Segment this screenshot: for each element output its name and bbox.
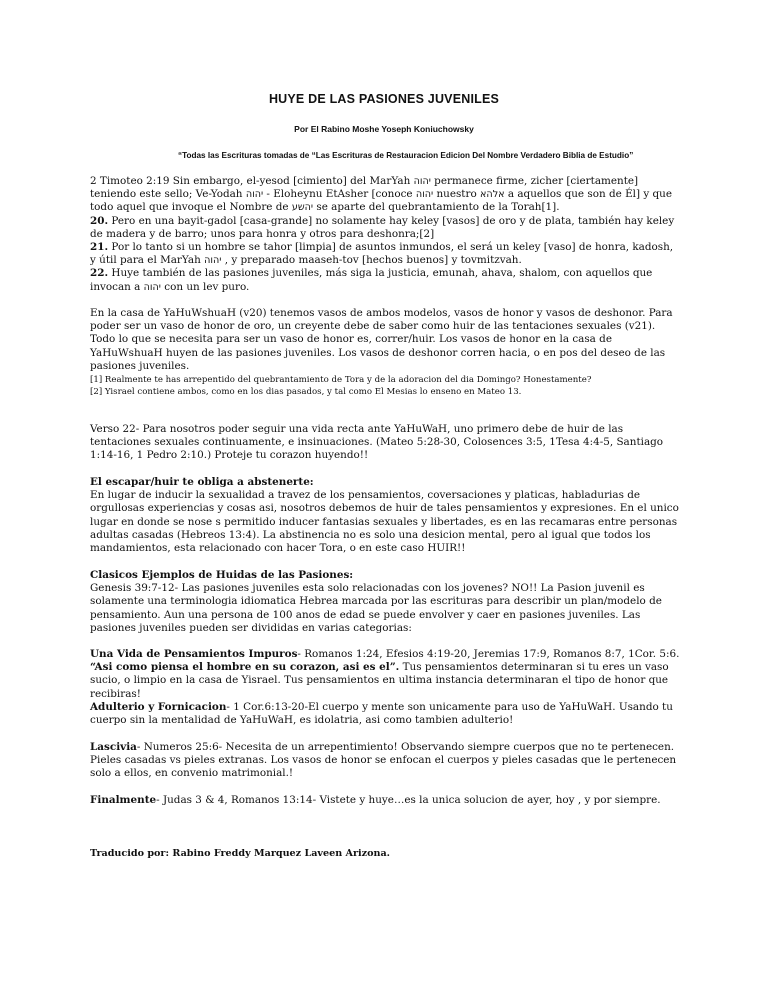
section-escapar xyxy=(90,476,680,555)
section-lascivia xyxy=(90,741,680,781)
section-heading: Una Vida de Pensamientos Impuros xyxy=(90,648,298,660)
section-heading: Lascivia xyxy=(90,741,137,753)
verse-number: 20. xyxy=(90,214,109,227)
verse-number: 21. xyxy=(90,241,109,254)
verse-number: 22. xyxy=(90,267,109,280)
intro-paragraph: En la casa de YaHuWshuaH (v20) tenemos vasos de ambos modelos, vasos de honor y vasos de deshonor. Para poder ser un vaso de honor de oro, un creyente debe de saber como huir de las tentaciones sexuales (v21). Todo lo que se necesita para ser un vaso de honor es, correr/huir. Los vasos de honor en la casa de YaHuWshuaH huyen de las pasiones juveniles. Los vasos de deshonor corren hacia, o en pos del deseo de las pasiones juveniles. xyxy=(90,307,673,372)
footnotes xyxy=(90,374,680,398)
scripture-passage xyxy=(90,175,680,294)
hebrew-name: יהוה xyxy=(245,189,264,201)
author-byline: Por El Rabino Moshe Yoseph Koniuchowsky xyxy=(294,124,474,134)
section-text: Genesis 39:7-12- Las pasiones juveniles esta solo relacionadas con los jovenes? NO!! La Pasion juvenil es solamente una terminologia idiomatica Hebrea marcada por las escrituras para describir un plan/modelo de pensamiento. Aun una persona de 100 anos de edad se puede envolver y caer en pasiones juveniles. Las pasiones juveniles pueden ser divididas en varias categorias: xyxy=(90,582,662,634)
section-references: - Romanos 1:24, Efesios 4:19-20, Jeremias 17:9, Romanos 8:7, 1Cor. 5:6. xyxy=(297,648,680,660)
section-quote: “Asi como piensa el hombre en su corazon, asi es el”. xyxy=(90,661,400,674)
hebrew-name: יהשע xyxy=(291,202,314,214)
verse-21: 21. Por lo tanto si un hombre se tahor [limpia] de asuntos inmundos, el será un keley [vaso] de honra, kadosh, y útil para el MarYah יהוה , y preparado maaseh-tov [hechos buenos] y tovmitzvah. xyxy=(90,241,674,267)
hebrew-name: יהוה xyxy=(143,281,161,293)
section-text: - Numeros 25:6- Necesita de un arrepentimiento! Observando siempre cuerpos que no te pertenecen. Pieles casadas vs pieles extranas. Los vasos de honor se enfocan el cuerpos y pieles casadas que le pertenecen solo a ellos, en convenio matrimonial.! xyxy=(90,741,677,780)
hebrew-name: יהוה xyxy=(204,255,222,267)
section-heading: Finalmente xyxy=(90,794,157,806)
section-pensamientos-impuros xyxy=(90,648,680,701)
hebrew-name: אלהא xyxy=(480,189,505,201)
hebrew-name: יהוה xyxy=(415,189,434,201)
section-heading: Adulterio y Fornicacion xyxy=(90,701,227,713)
footnote-1: [1] Realmente te has arrepentido del quebrantamiento de Tora y de la adoracion del dia Domingo? Honestamente? xyxy=(90,375,592,385)
section-heading: El escapar/huir te obliga a abstenerte: xyxy=(90,476,314,488)
verse-19: 2 Timoteo 2:19 Sin embargo, el-yesod [cimiento] del MarYah יהוה permanece firme, zicher [ciertamente] teniendo este sello; Ve-Yodah יהוה - Eloheynu EtAsher [conoce יהוה nuestro אלהא a aquellos que son de Él] y que todo aquel que invoque el Nombre de יהשע se aparte del quebrantamiento de la Torah[1]. xyxy=(90,175,672,214)
section-clasicos xyxy=(90,569,680,635)
section-heading: Clasicos Ejemplos de Huidas de las Pasiones: xyxy=(90,569,354,581)
verse-22-commentary: Verso 22- Para nosotros poder seguir una vida recta ante YaHuWaH, uno primero debe de huir de las tentaciones sexuales continuamente, e insinuaciones. (Mateo 5:28-30, Colosences 3:5, 1Tesa 4:4-5, Santiago 1:14-16, 1 Pedro 2:10.) Proteje tu corazon huyendo!! xyxy=(90,423,664,462)
document-title: HUYE DE LAS PASIONES JUVENILES xyxy=(268,92,500,106)
verse-20: 20. Pero en una bayit-gadol [casa-grande] no solamente hay keley [vasos] de oro y de plata, también hay keley de madera y de barro; unos para honra y otros para deshonra;[2] xyxy=(90,214,675,240)
verse-22: 22. Huye también de las pasiones juveniles, más siga la justicia, emunah, ahava, shalom, con aquellos que invocan a יהוה con un lev puro. xyxy=(90,267,653,293)
section-finalmente xyxy=(90,794,680,807)
scripture-source-note: “Todas las Escrituras tomadas de “Las Escrituras de Restauracion Edicion Del Nombre Verdadero Biblia de Estudio” xyxy=(178,151,634,160)
hebrew-name: יהוה xyxy=(413,176,431,187)
translator-credit: Traducido por: Rabino Freddy Marquez Laveen Arizona. xyxy=(90,848,391,859)
section-text: Tus pensamientos determinaran si tu eres un vaso sucio, o limpio en la casa de Yisrael. Tus pensamientos en ultima instancia determinaran el tipo de honor que recibiras! xyxy=(90,661,669,700)
section-text: En lugar de inducir la sexualidad a travez de los pensamientos, coversaciones y platicas, habladurias de orgullosas experiencias y cosas asi, nosotros debemos de huir de tales pensamientos y expresiones. En el unico lugar en donde se nose s permitido inducer fantasias sexuales y libertades, es en las recamaras entre personas adultas casadas (Hebreos 13:4). La abstinencia no es solo una desicion mental, pero al igual que todos los mandamientos, esta relacionado con hacer Tora, o en este caso HUIR!! xyxy=(90,489,679,555)
section-text: - 1 Cor.6:13-20-El cuerpo y mente son unicamente para uso de YaHuWaH. Usando tu cuerpo sin la mentalidad de YaHuWaH, es idolatria, asi como tambien adulterio! xyxy=(90,701,673,727)
footnote-2: [2] Yisrael contiene ambos, como en los dias pasados, y tal como El Mesias lo enseno en Mateo 13. xyxy=(90,387,522,397)
section-text: - Judas 3 & 4, Romanos 13:14- Vistete y huye…es la unica solucion de ayer, hoy , y por siempre. xyxy=(156,794,661,806)
section-adulterio xyxy=(90,701,680,727)
